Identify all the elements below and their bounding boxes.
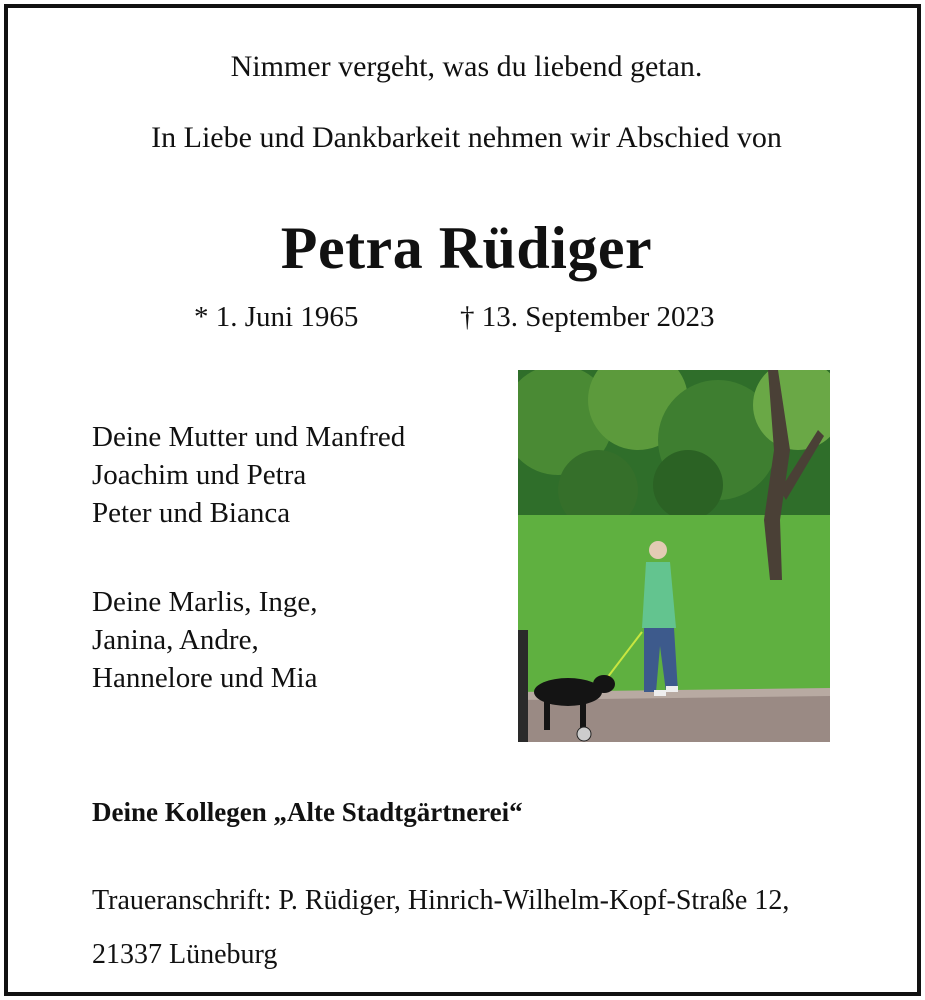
memorial-photo bbox=[518, 370, 830, 742]
condolence-address bbox=[92, 874, 789, 982]
mourner-line: Peter und Bianca bbox=[92, 497, 291, 529]
birth-date: * 1. Juni 1965 bbox=[194, 301, 359, 333]
colleagues-line: Deine Kollegen „Alte Stadtgärtnerei“ bbox=[92, 797, 523, 827]
memorial-quote: Nimmer vergeht, was du liebend getan. bbox=[230, 50, 703, 83]
foliage-cluster bbox=[653, 450, 723, 520]
intro-line: In Liebe und Dankbarkeit nehmen wir Abschied von bbox=[151, 121, 782, 154]
dog-head bbox=[593, 675, 615, 693]
mourner-line: Hannelore und Mia bbox=[92, 662, 318, 694]
dark-post bbox=[518, 630, 528, 742]
woman-head bbox=[649, 541, 667, 559]
mourner-line: Joachim und Petra bbox=[92, 459, 307, 491]
mourner-line: Deine Mutter und Manfred bbox=[92, 421, 406, 453]
friend-mourners bbox=[92, 583, 318, 697]
dog-leg bbox=[544, 700, 550, 730]
dog-leg bbox=[580, 700, 586, 730]
family-mourners bbox=[92, 418, 405, 532]
mourner-line: Janina, Andre, bbox=[92, 624, 259, 656]
deceased-name: Petra Rüdiger bbox=[280, 215, 653, 281]
mourner-line: Deine Marlis, Inge, bbox=[92, 586, 318, 618]
woman-shoe bbox=[654, 690, 666, 696]
address-line: Traueranschrift: P. Rüdiger, Hinrich-Wilhelm-Kopf-Straße 12, bbox=[92, 885, 790, 916]
obituary-frame bbox=[4, 4, 921, 996]
dog-toy bbox=[577, 727, 591, 741]
address-line: 21337 Lüneburg bbox=[92, 939, 278, 970]
woman-shoe bbox=[666, 686, 678, 692]
death-date: † 13. September 2023 bbox=[460, 301, 715, 333]
